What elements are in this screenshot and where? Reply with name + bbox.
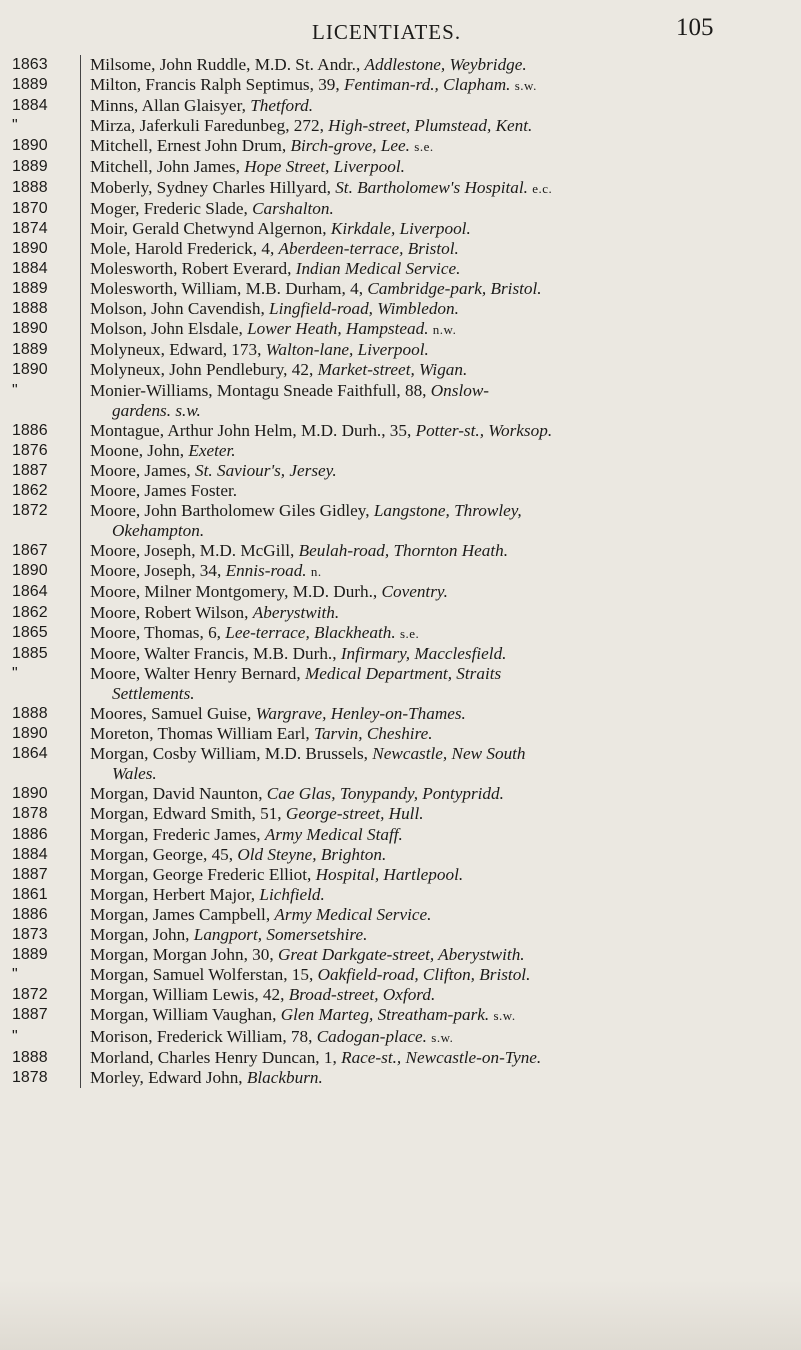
entry-year: 1888 (12, 1048, 48, 1066)
entry-name: Morgan, William Lewis, 42, (90, 985, 285, 1005)
entry-year: 1889 (12, 341, 48, 359)
list-item (0, 704, 801, 724)
entry-body (80, 360, 801, 380)
entry-year: 1889 (12, 76, 48, 94)
entry-address: Cae Glas, Tonypandy, Pontypridd. (266, 784, 504, 804)
list-item (0, 381, 801, 401)
entry-body (80, 925, 801, 945)
list-item (0, 804, 801, 824)
entry-address: Old Steyne, Brighton. (237, 844, 387, 864)
list-item (0, 885, 801, 905)
entry-name: Moore, Thomas, 6, (90, 622, 221, 642)
entry-name: Moore, Walter Francis, M.B. Durh., (90, 643, 337, 663)
entry-name: Morgan, Frederic James, (90, 824, 261, 844)
list-item (0, 55, 801, 75)
list-item-continuation (0, 521, 801, 541)
entry-body (80, 239, 801, 259)
entry-year: 1884 (12, 97, 48, 115)
entry-name: Molson, John Cavendish, (90, 299, 265, 319)
entry-year: " (12, 381, 18, 399)
list-item (0, 985, 801, 1005)
entry-year: 1861 (12, 885, 48, 903)
entry-year: 1867 (12, 542, 48, 560)
entry-body (80, 985, 801, 1005)
entry-name: Moore, Joseph, 34, (90, 561, 222, 581)
entry-year: 1890 (12, 239, 48, 257)
list-item (0, 116, 801, 136)
entry-year: 1889 (12, 158, 48, 176)
entry-year: 1878 (12, 805, 48, 823)
entry-name: Molson, John Elsdale, (90, 319, 243, 339)
entry-address: Hospital, Hartlepool. (315, 864, 464, 884)
entry-name: Morgan, Samuel Wolferstan, 15, (90, 965, 314, 985)
list-item (0, 644, 801, 664)
entry-year: 1874 (12, 219, 48, 237)
entry-name: Monier-Williams, Montagu Sneade Faithfull, 88, (90, 380, 427, 400)
entry-body (80, 178, 801, 199)
entry-year: 1872 (12, 986, 48, 1004)
list-item (0, 945, 801, 965)
entry-year: 1890 (12, 137, 48, 155)
entry-year: " (12, 117, 18, 135)
entry-body (80, 75, 801, 96)
entry-year: 1884 (12, 259, 48, 277)
entry-address: Beulah-road, Thornton Heath. (298, 541, 509, 561)
entry-year: 1863 (12, 56, 48, 73)
entry-name: Morley, Edward John, (90, 1067, 243, 1087)
entry-name: Milsome, John Ruddle, M.D. St. Andr., (90, 55, 361, 74)
entry-body (80, 561, 801, 582)
entry-body (80, 521, 801, 541)
entry-body (80, 96, 801, 116)
entry-year: 1890 (12, 562, 48, 580)
entry-address: Tarvin, Cheshire. (313, 724, 433, 744)
entry-year: 1884 (12, 845, 48, 863)
entry-address: Oakfield-road, Clifton, Bristol. (317, 965, 531, 985)
list-item (0, 825, 801, 845)
entry-address: Lingfield-road, Wimbledon. (269, 299, 459, 319)
entry-address: Newcastle, New South (372, 744, 526, 764)
entry-year: 1876 (12, 441, 48, 459)
entry-address: Race-st., Newcastle-on-Tyne. (341, 1047, 542, 1067)
entry-year: 1887 (12, 1006, 48, 1024)
entry-name: Moir, Gerald Chetwynd Algernon, (90, 218, 327, 238)
entry-body (80, 116, 801, 136)
licentiate-list (0, 55, 801, 1088)
entry-year: 1890 (12, 785, 48, 803)
entry-year: 1890 (12, 725, 48, 743)
entry-body (80, 764, 801, 784)
entry-year: 1864 (12, 745, 48, 763)
entry-body (80, 55, 801, 75)
entry-body (80, 885, 801, 905)
list-item (0, 96, 801, 116)
list-item (0, 1005, 801, 1026)
entry-body (80, 299, 801, 319)
entry-name: Moger, Frederic Slade, (90, 198, 248, 218)
entry-name: Milton, Francis Ralph Septimus, 39, (90, 75, 340, 95)
entry-body (80, 340, 801, 360)
entry-year: 1887 (12, 461, 48, 479)
entry-year: 1886 (12, 421, 48, 439)
entry-name: Moore, James, (90, 460, 191, 480)
entry-year-blank (0, 764, 80, 784)
entry-body (80, 136, 801, 157)
list-item (0, 541, 801, 561)
entry-address: Army Medical Service. (274, 904, 432, 924)
entry-address-continued: Okehampton. (112, 521, 205, 541)
list-item (0, 1027, 801, 1048)
entry-body (80, 401, 801, 421)
entry-body (80, 965, 801, 985)
entry-district: n. (310, 564, 322, 580)
list-item (0, 136, 801, 157)
entry-address: Cadogan-place. (316, 1026, 427, 1046)
entry-body (80, 905, 801, 925)
entry-address: Langstone, Throwley, (373, 501, 522, 521)
list-item (0, 319, 801, 340)
entry-name: Moberly, Sydney Charles Hillyard, (90, 177, 331, 197)
list-item (0, 925, 801, 945)
list-item (0, 219, 801, 239)
entry-address: Army Medical Staff. (264, 824, 403, 844)
list-item (0, 299, 801, 319)
entry-name: Montague, Arthur John Helm, M.D. Durh., 35, (90, 420, 412, 440)
entry-address: Ennis-road. (225, 561, 307, 581)
entry-name: Moore, James Foster. (90, 480, 238, 500)
entry-address: St. Saviour's, Jersey. (195, 460, 337, 480)
entry-address-continued: gardens. s.w. (112, 400, 201, 420)
list-item (0, 784, 801, 804)
entry-name: Morgan, Herbert Major, (90, 884, 256, 904)
entry-address-continued: Wales. (112, 764, 157, 784)
entry-body (80, 441, 801, 461)
list-item (0, 481, 801, 501)
list-item (0, 199, 801, 219)
entry-name: Morgan, Cosby William, M.D. Brussels, (90, 744, 368, 764)
entry-address-continued: Settlements. (112, 683, 195, 703)
entry-address: Lee-terrace, Blackheath. (225, 622, 396, 642)
entry-address: Birch-grove, Lee. (290, 136, 410, 156)
entry-address: Blackburn. (246, 1067, 323, 1087)
list-item (0, 582, 801, 602)
running-title: LICENTIATES. (312, 20, 462, 44)
list-item (0, 279, 801, 299)
entry-year-blank (0, 521, 80, 541)
entry-name: Moore, Milner Montgomery, M.D. Durh., (90, 582, 378, 602)
entry-address: Lower Heath, Hampstead. (247, 319, 429, 339)
list-item (0, 845, 801, 865)
list-item (0, 1068, 801, 1088)
entry-name: Mitchell, Ernest John Drum, (90, 136, 287, 156)
entry-address: Lichfield. (259, 884, 325, 904)
entry-address: Fentiman-rd., Clapham. (344, 75, 511, 95)
entry-year: 1885 (12, 644, 48, 662)
entry-district: n.w. (432, 322, 457, 338)
entry-name: Morgan, James Campbell, (90, 904, 271, 924)
entry-year: 1888 (12, 705, 48, 722)
entry-year: 1889 (12, 280, 48, 298)
entry-year-blank (0, 401, 80, 421)
entry-address: Great Darkgate-street, Aberystwith. (277, 945, 525, 965)
entry-body (80, 623, 801, 644)
entry-address: Onslow- (430, 380, 490, 400)
entry-district: s.w. (431, 1029, 454, 1045)
list-item (0, 421, 801, 441)
entry-body (80, 219, 801, 239)
entry-name: Molyneux, John Pendlebury, 42, (90, 360, 314, 380)
entry-body (80, 945, 801, 965)
entry-district: s.w. (493, 1008, 516, 1024)
entry-address: Glen Marteg, Streatham-park. (280, 1005, 490, 1025)
entry-name: Morgan, Edward Smith, 51, (90, 804, 282, 824)
entry-address: Infirmary, Macclesfield. (340, 643, 507, 663)
entry-body (80, 865, 801, 885)
entry-year: 1870 (12, 199, 48, 217)
entry-body (80, 704, 801, 724)
entry-name: Morgan, George Frederic Elliot, (90, 864, 312, 884)
list-item (0, 461, 801, 481)
list-item-continuation (0, 764, 801, 784)
list-item-continuation (0, 401, 801, 421)
entry-body (80, 825, 801, 845)
entry-district: e.c. (532, 180, 553, 196)
entry-name: Moore, Robert Wilson, (90, 602, 249, 622)
entry-address: Hope Street, Liverpool. (244, 157, 405, 177)
entry-name: Moreton, Thomas William Earl, (90, 724, 310, 744)
entry-name: Molesworth, William, M.B. Durham, 4, (90, 279, 364, 299)
entry-body (80, 1048, 801, 1068)
entry-body (80, 664, 801, 684)
entry-body (80, 804, 801, 824)
entry-year: 1888 (12, 300, 48, 318)
entry-body (80, 784, 801, 804)
entry-name: Moore, Walter Henry Bernard, (90, 663, 301, 683)
page-number: 105 (676, 14, 714, 41)
entry-body (80, 279, 801, 299)
entry-year: 1878 (12, 1068, 48, 1086)
entry-district: s.w. (514, 78, 537, 94)
list-item (0, 623, 801, 644)
entry-address: Addlestone, Weybridge. (364, 55, 527, 74)
entry-address: Exeter. (188, 440, 236, 460)
entry-year: 1865 (12, 623, 48, 641)
list-item (0, 340, 801, 360)
entry-year-blank (0, 684, 80, 704)
entry-year: 1864 (12, 583, 48, 601)
entry-name: Molyneux, Edward, 173, (90, 340, 262, 360)
entry-address: St. Bartholomew's Hospital. (335, 177, 528, 197)
entry-address: Aberystwith. (252, 602, 340, 622)
entry-name: Minns, Allan Glaisyer, (90, 96, 246, 116)
entry-address: George-street, Hull. (285, 804, 424, 824)
entry-year: 1886 (12, 905, 48, 923)
entry-body (80, 744, 801, 764)
list-item (0, 157, 801, 177)
page-header (0, 10, 801, 50)
entry-body (80, 644, 801, 664)
entry-year: 1862 (12, 603, 48, 621)
entry-address: Thetford. (250, 96, 314, 116)
entry-body (80, 481, 801, 501)
entry-body (80, 1068, 801, 1088)
entry-body (80, 199, 801, 219)
entry-year: 1862 (12, 481, 48, 499)
entry-year: 1886 (12, 825, 48, 843)
entry-address: Aberdeen-terrace, Bristol. (278, 238, 459, 258)
entry-body (80, 582, 801, 602)
entry-address: High-street, Plumstead, Kent. (328, 116, 533, 136)
entry-year: 1887 (12, 865, 48, 883)
list-item (0, 744, 801, 764)
list-item (0, 603, 801, 623)
entry-name: Morison, Frederick William, 78, (90, 1026, 313, 1046)
entry-year: 1873 (12, 926, 48, 944)
list-item (0, 178, 801, 199)
list-item (0, 1048, 801, 1068)
entry-body (80, 541, 801, 561)
list-item (0, 259, 801, 279)
entry-address: Potter-st., Worksop. (415, 420, 553, 440)
entry-address: Walton-lane, Liverpool. (265, 340, 429, 360)
entry-year: 1872 (12, 502, 48, 520)
entry-body (80, 724, 801, 744)
entry-name: Morgan, David Naunton, (90, 784, 263, 804)
entry-name: Mirza, Jaferkuli Faredunbeg, 272, (90, 116, 324, 136)
entry-body (80, 1027, 801, 1048)
entry-address: Indian Medical Service. (295, 258, 461, 278)
entry-address: Carshalton. (252, 198, 334, 218)
entry-body (80, 1005, 801, 1026)
entry-name: Morgan, John, (90, 925, 190, 945)
entry-body (80, 381, 801, 401)
entry-address: Langport, Somersetshire. (193, 925, 368, 945)
entry-year: " (12, 1027, 18, 1045)
list-item (0, 501, 801, 521)
entry-body (80, 259, 801, 279)
list-item (0, 865, 801, 885)
list-item (0, 441, 801, 461)
entry-body (80, 157, 801, 177)
entry-name: Mitchell, John James, (90, 157, 240, 177)
entry-name: Morgan, William Vaughan, (90, 1005, 277, 1025)
entry-address: Wargrave, Henley-on-Thames. (255, 704, 466, 723)
list-item (0, 724, 801, 744)
list-item-continuation (0, 684, 801, 704)
entry-body (80, 319, 801, 340)
list-item (0, 75, 801, 96)
entry-address: Kirkdale, Liverpool. (330, 218, 471, 238)
entry-address: Broad-street, Oxford. (288, 985, 436, 1005)
entry-name: Moores, Samuel Guise, (90, 704, 252, 723)
entry-district: s.e. (414, 139, 434, 155)
entry-body (80, 684, 801, 704)
entry-address: Cambridge-park, Bristol. (367, 279, 542, 299)
list-item (0, 905, 801, 925)
entry-year: 1890 (12, 361, 48, 379)
entry-year: 1888 (12, 178, 48, 196)
entry-body (80, 603, 801, 623)
list-item (0, 360, 801, 380)
entry-name: Morgan, Morgan John, 30, (90, 945, 274, 965)
entry-address: Coventry. (381, 582, 448, 602)
list-item (0, 664, 801, 684)
list-item (0, 561, 801, 582)
entry-body (80, 461, 801, 481)
entry-name: Moore, John Bartholomew Giles Gidley, (90, 501, 370, 521)
entry-name: Mole, Harold Frederick, 4, (90, 238, 275, 258)
entry-address: Market-street, Wigan. (317, 360, 468, 380)
list-item (0, 239, 801, 259)
list-item (0, 965, 801, 985)
entry-body (80, 845, 801, 865)
page-shadow (0, 1280, 801, 1350)
entry-year: " (12, 664, 18, 682)
entry-address: Medical Department, Straits (304, 663, 502, 683)
entry-name: Moone, John, (90, 440, 185, 460)
entry-district: s.e. (399, 625, 420, 641)
entry-name: Moore, Joseph, M.D. McGill, (90, 541, 295, 561)
entry-year: " (12, 966, 18, 984)
entry-body (80, 421, 801, 441)
entry-year: 1889 (12, 946, 48, 964)
entry-body (80, 501, 801, 521)
entry-name: Morland, Charles Henry Duncan, 1, (90, 1047, 337, 1067)
entry-year: 1890 (12, 320, 48, 338)
entry-name: Morgan, George, 45, (90, 844, 234, 864)
entry-name: Molesworth, Robert Everard, (90, 258, 292, 278)
